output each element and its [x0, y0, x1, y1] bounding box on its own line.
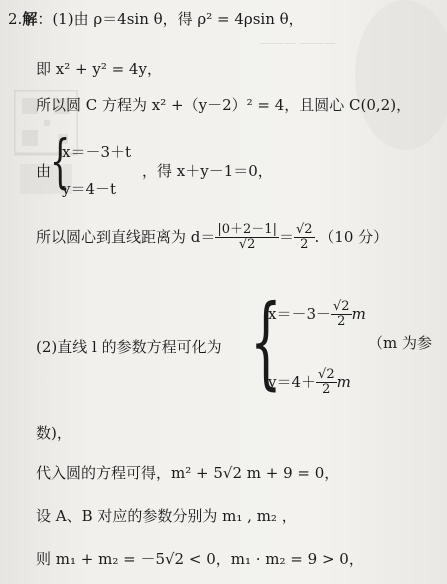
param-eq-2-fraction: [316, 368, 337, 398]
solution-line-10: 则 m₁ + m₂ = －5√2 < 0，m₁ · m₂ = 9 > 0，: [36, 550, 364, 568]
param-eq-y: y＝4－t: [62, 180, 117, 198]
solution-line-7: 数)，: [36, 424, 72, 442]
problem-number: 2.: [8, 10, 23, 28]
solution-line-3: 所以圆 C 方程为 x² +（y－2）² = 4，且圆心 C(0,2)，: [36, 96, 412, 114]
param-eq-1-num: √2: [333, 299, 350, 314]
solution-line-1: [8, 8, 304, 29]
result-numerator: √2: [295, 222, 313, 237]
param-eq-2-num: √2: [318, 367, 335, 382]
left-brace: {: [50, 127, 71, 195]
solution-line-8: 代入圆的方程可得，m² + 5√2 m + 9 = 0，: [36, 464, 340, 482]
line-4-prefix: 由: [36, 162, 52, 180]
solution-line-2: 即 x² + y² = 4y，: [36, 60, 162, 78]
line-1-text: ：(1)由 ρ＝4sin θ，得 ρ² = 4ρsin θ，: [37, 10, 304, 28]
param-eq-1-fraction: [331, 300, 352, 330]
param-eq-2: [268, 368, 351, 398]
param-eq-1-left: x＝－3－: [268, 304, 332, 323]
param-eq-x: x＝－3＋t: [62, 143, 132, 161]
distance-denominator: √2: [238, 237, 256, 253]
line-6-prefix: (2)直线 l 的参数方程可化为: [36, 338, 222, 356]
param-eq-2-den: 2: [322, 382, 331, 398]
line-4-suffix: ，得 x＋y－1＝0，: [142, 162, 273, 180]
param-eq-2-var: m: [336, 372, 351, 391]
bleed-through-text: ——— ———: [260, 36, 336, 50]
distance-numerator: |0＋2－1|: [217, 222, 277, 237]
param-eq-2-left: y＝4＋: [268, 372, 317, 391]
param-eq-1-den: 2: [337, 314, 346, 330]
param-eq-1-var: m: [351, 304, 366, 323]
solve-label: 解: [22, 10, 38, 28]
bleed-through-circle: [355, 0, 447, 150]
line-5-suffix: .（10 分）: [314, 227, 389, 246]
distance-fraction: [215, 223, 279, 253]
result-fraction: [294, 223, 315, 253]
solution-line-5: [36, 223, 388, 253]
param-brace: {: [250, 283, 282, 400]
line-5-prefix: 所以圆心到直线距离为 d＝: [36, 227, 216, 246]
param-eq-1: [268, 300, 366, 330]
result-denominator: 2: [300, 237, 309, 253]
solution-line-9: 设 A、B 对应的参数分别为 m₁ , m₂ ，: [36, 507, 297, 525]
equals-sign: ＝: [278, 227, 294, 246]
line-6-suffix: （m 为参: [368, 334, 432, 352]
